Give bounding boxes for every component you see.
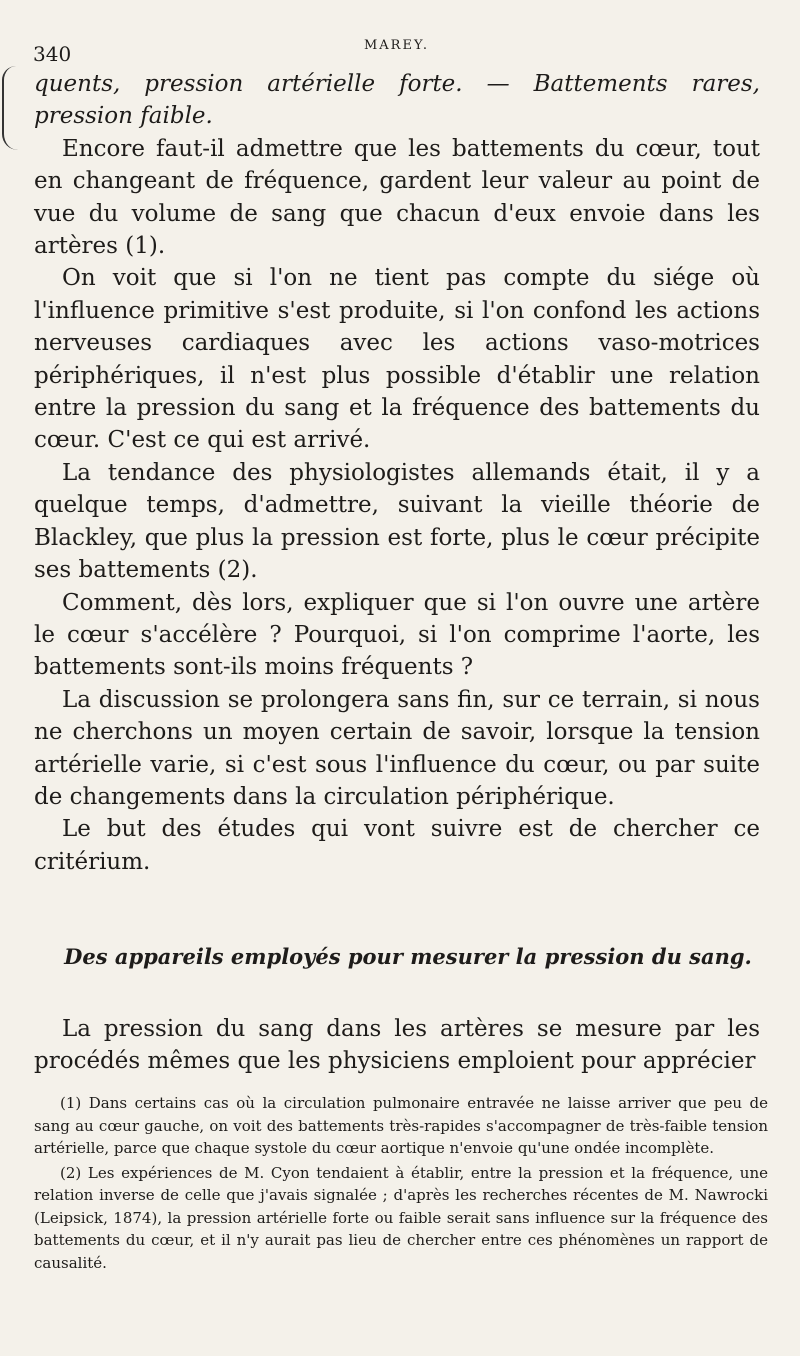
page-header — [33, 36, 760, 66]
footnotes — [34, 1092, 768, 1276]
paragraph: La discussion se prolongera sans fin, sur ce terrain, si nous ne cherchons un moyen certain de savoir, lorsque la tension artérielle varie, si c'est sous l'influence du cœur, ou par suite de changements dans la circulation périphérique. — [34, 686, 760, 810]
footnote: (2) Les expériences de M. Cyon tendaient à établir, entre la pression et la fréquence, une relation inverse de celle que j'avais signalée ; d'après les recherches récentes de M. Nawrocki (Leipsick, 1874), la pression artérielle forte ou faible serait sans influence sur la fréquence des battements du cœur, et il n'y aurait pas lieu de chercher entre ces phénomènes un rapport de causalité. — [34, 1163, 768, 1272]
paragraph: Comment, dès lors, expliquer que si l'on ouvre une artère le cœur s'accélère ? Pourquoi, si l'on comprime l'aorte, les battements sont-ils moins fréquents ? — [34, 589, 760, 681]
section-text — [34, 1013, 760, 1078]
paragraph: La pression du sang dans les artères se mesure par les procédés mêmes que les physiciens emploient pour apprécier — [34, 1016, 760, 1075]
paragraph: Encore faut-il admettre que les battements du cœur, tout en changeant de fréquence, gardent leur valeur au point de vue du volume de sang que chacun d'eux envoie dans les artères (1). — [34, 135, 760, 260]
paragraph: La tendance des physiologistes allemands était, il y a quelque temps, d'admettre, suivant la vieille théorie de Blackley, que plus la pression est forte, plus le cœur précipite ses battements (2). — [34, 459, 760, 584]
page-number: 340 — [33, 42, 72, 66]
running-head: MAREY. — [363, 38, 429, 53]
paragraph: On voit que si l'on ne tient pas compte du siége où l'influence primitive s'est produite, si l'on confond les actions nerveuses cardiaques avec les actions vaso-motrices périphériques, il n'est plus possible d'établir une relation entre la pression du sang et la fréquence des battements du cœur. C'est ce qui est arrivé. — [34, 265, 760, 454]
margin-bracket-mark — [2, 66, 26, 150]
section-heading: Des appareils employés pour mesurer la pression du sang. — [64, 944, 752, 969]
footnote: (1) Dans certains cas où la circulation pulmonaire entravée ne laisse arriver que peu de sang au cœur gauche, on voit des battements très-rapides s'accompagner de très-faible tension artérielle, parce que chaque systole du cœur aortique n'envoie qu'une ondée incomplète. — [34, 1094, 768, 1157]
paragraph: Le but des études qui vont suivre est de chercher ce critérium. — [34, 816, 760, 875]
main-text — [34, 68, 760, 878]
paragraph-continuation: quents, pression artérielle forte. — Battements rares, pression faible. — [34, 71, 760, 130]
